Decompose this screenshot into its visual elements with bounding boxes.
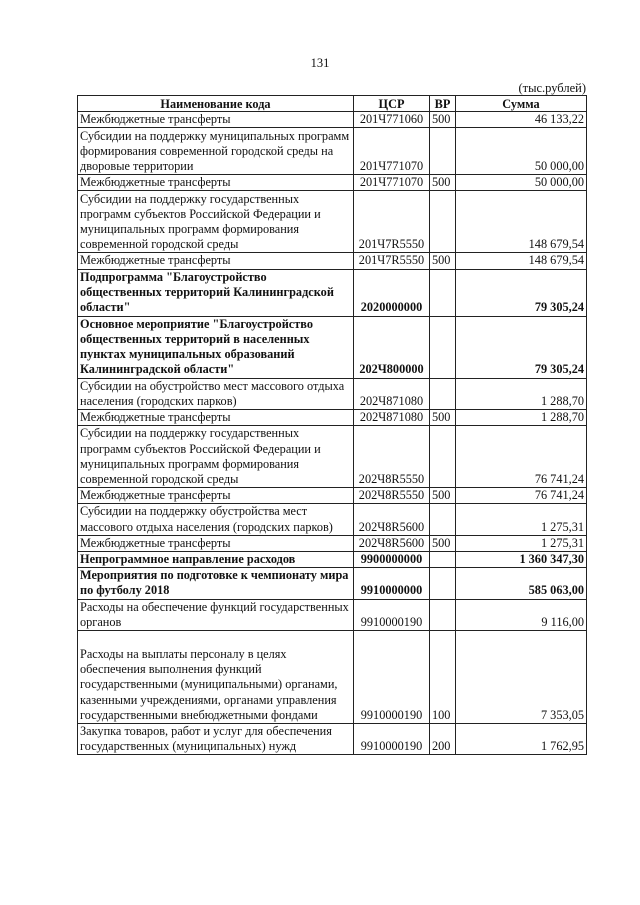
row-vr: 500: [430, 488, 456, 504]
table-row: [78, 599, 587, 630]
header-csr: ЦСР: [354, 96, 430, 112]
table-row: [78, 631, 587, 724]
row-sum: 1 275,31: [456, 504, 587, 535]
table-row: [78, 191, 587, 253]
row-name: Межбюджетные трансферты: [78, 112, 354, 128]
row-vr: [430, 269, 456, 316]
row-vr: 200: [430, 724, 456, 755]
header-name: Наименование кода: [78, 96, 354, 112]
row-vr: [430, 568, 456, 599]
header-sum: Сумма: [456, 96, 587, 112]
row-sum: 585 063,00: [456, 568, 587, 599]
row-csr: 202Ч8R5550: [354, 488, 430, 504]
row-csr: 201Ч771070: [354, 175, 430, 191]
table-row: [78, 378, 587, 409]
row-name: Межбюджетные трансферты: [78, 253, 354, 269]
row-name: Межбюджетные трансферты: [78, 488, 354, 504]
row-sum: 148 679,54: [456, 191, 587, 253]
row-name: Мероприятия по подготовке к чемпионату мира по футболу 2018: [78, 568, 354, 599]
row-name: Межбюджетные трансферты: [78, 175, 354, 191]
row-sum: 1 288,70: [456, 378, 587, 409]
table-row: [78, 724, 587, 755]
row-vr: 500: [430, 112, 456, 128]
row-csr: 9910000190: [354, 724, 430, 755]
row-sum: 79 305,24: [456, 316, 587, 378]
page-number: 131: [310, 56, 330, 70]
row-sum: 1 275,31: [456, 535, 587, 551]
row-name: Субсидии на поддержку муниципальных программ формирования современной городской среды на дворовые территории: [78, 128, 354, 175]
table-header-row: [78, 96, 587, 112]
budget-table: [77, 95, 587, 755]
row-sum: 76 741,24: [456, 488, 587, 504]
row-csr: 202Ч871080: [354, 410, 430, 426]
row-name: Расходы на обеспечение функций государственных органов: [78, 599, 354, 630]
row-csr: 9910000190: [354, 599, 430, 630]
row-sum: 9 116,00: [456, 599, 587, 630]
row-vr: 100: [430, 631, 456, 724]
row-sum: 50 000,00: [456, 175, 587, 191]
row-csr: 202Ч800000: [354, 316, 430, 378]
table-row: [78, 426, 587, 488]
row-csr: 202Ч8R5550: [354, 426, 430, 488]
row-sum: 148 679,54: [456, 253, 587, 269]
row-vr: 500: [430, 253, 456, 269]
table-row: [78, 488, 587, 504]
table-row: [78, 112, 587, 128]
row-sum: 1 360 347,30: [456, 552, 587, 568]
row-vr: [430, 378, 456, 409]
row-name: Субсидии на поддержку государственных программ субъектов Российской Федерации и муниципальных программ формирования современной городской среды: [78, 191, 354, 253]
row-vr: [430, 191, 456, 253]
row-name: Субсидии на обустройство мест массового отдыха населения (городских парков): [78, 378, 354, 409]
row-name: Основное мероприятие "Благоустройство общественных территорий в населенных пунктах муниципальных образований Калининградской области": [78, 316, 354, 378]
row-vr: 500: [430, 535, 456, 551]
row-vr: [430, 552, 456, 568]
table-row: [78, 504, 587, 535]
row-csr: 201Ч771060: [354, 112, 430, 128]
table-row: [78, 269, 587, 316]
row-sum: 7 353,05: [456, 631, 587, 724]
table-row: [78, 316, 587, 378]
table-row: [78, 552, 587, 568]
row-csr: 9910000000: [354, 568, 430, 599]
header-vr: ВР: [430, 96, 456, 112]
table-row: [78, 175, 587, 191]
units-label: (тыс.рублей): [518, 81, 586, 95]
row-vr: [430, 426, 456, 488]
table-row: [78, 253, 587, 269]
table-row: [78, 568, 587, 599]
row-name: Закупка товаров, работ и услуг для обеспечения государственных (муниципальных) нужд: [78, 724, 354, 755]
row-vr: [430, 316, 456, 378]
table-row: [78, 535, 587, 551]
row-sum: 1 762,95: [456, 724, 587, 755]
row-vr: [430, 128, 456, 175]
row-name: Подпрограмма "Благоустройство общественных территорий Калининградской области": [78, 269, 354, 316]
row-name: Межбюджетные трансферты: [78, 410, 354, 426]
row-csr: 202Ч8R5600: [354, 535, 430, 551]
row-csr: 201Ч7R5550: [354, 191, 430, 253]
row-sum: 76 741,24: [456, 426, 587, 488]
row-csr: 202Ч8R5600: [354, 504, 430, 535]
row-vr: [430, 504, 456, 535]
row-csr: 202Ч871080: [354, 378, 430, 409]
row-vr: [430, 599, 456, 630]
row-sum: 46 133,22: [456, 112, 587, 128]
row-csr: 9910000190: [354, 631, 430, 724]
row-name: Расходы на выплаты персоналу в целях обеспечения выполнения функций государственными (муниципальными) органами, казенными учреждениями, органами управления государственными внебюджетными фондами: [78, 631, 354, 724]
table-row: [78, 128, 587, 175]
row-name: Непрограммное направление расходов: [78, 552, 354, 568]
table-row: [78, 410, 587, 426]
row-vr: 500: [430, 175, 456, 191]
row-name: Межбюджетные трансферты: [78, 535, 354, 551]
row-vr: 500: [430, 410, 456, 426]
row-sum: 50 000,00: [456, 128, 587, 175]
row-csr: 2020000000: [354, 269, 430, 316]
row-csr: 9900000000: [354, 552, 430, 568]
row-sum: 1 288,70: [456, 410, 587, 426]
row-csr: 201Ч771070: [354, 128, 430, 175]
row-name: Субсидии на поддержку государственных программ субъектов Российской Федерации и муниципальных программ формирования современной городской среды: [78, 426, 354, 488]
row-sum: 79 305,24: [456, 269, 587, 316]
row-name: Субсидии на поддержку обустройства мест массового отдыха населения (городских парков): [78, 504, 354, 535]
row-csr: 201Ч7R5550: [354, 253, 430, 269]
